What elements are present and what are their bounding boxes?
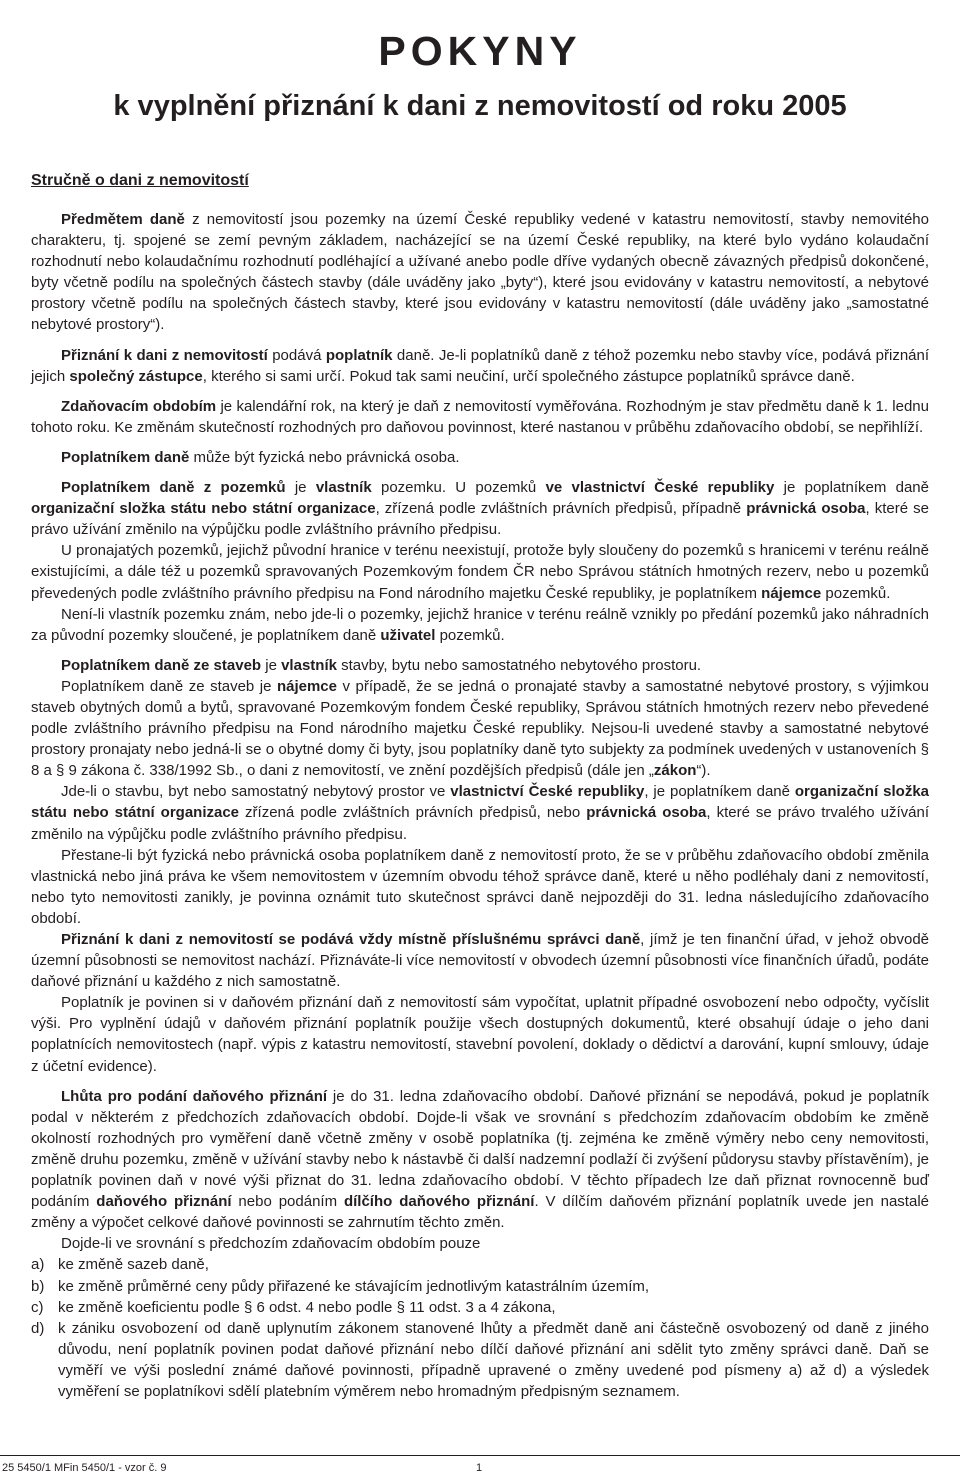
bold-term: daňového přiznání <box>96 1193 232 1211</box>
form-code: 25 5450/1 MFin 5450/1 - vzor č. 9 <box>2 1462 167 1474</box>
paragraph-text: daně. Je-li poplatníků daně z téhož pozemku nebo stavby více, podává přiznání jejich <box>31 346 930 385</box>
document-title: POKYNY <box>378 28 582 74</box>
paragraph-changes-only <box>31 1233 929 1254</box>
bold-term: Předmětem daně <box>61 211 185 228</box>
paragraph-local-office <box>31 929 929 992</box>
changes-list <box>31 1254 929 1402</box>
bold-term: Přiznání k dani z nemovitostí se podává vždy místně příslušnému správci daně <box>61 931 641 948</box>
bold-term: Lhůta pro podání daňového přiznání <box>61 1087 328 1105</box>
page-number: 1 <box>476 1462 483 1474</box>
paragraph-unknown-owner <box>31 604 929 646</box>
paragraph-building-taxpayer <box>31 655 929 676</box>
paragraph-text: pozemků. <box>435 626 505 644</box>
paragraph-text: je <box>261 656 282 674</box>
footer-divider <box>0 1455 960 1456</box>
list-item <box>31 1297 929 1318</box>
paragraph-filing <box>31 345 929 387</box>
paragraph-text: je do 31. ledna zdaňovacího období. Daňové přiznání se nepodává, pokud je poplatník podal v některém z předchozích zdaňovacích období. Dojde-li však ve srovnání s předchozím zdaňovacím obdobím ke změně okolností rozhodných pro vyměření daně včetně změny v osobě poplatníka (tj. zejména ke změně výměry nebo ceny nemovitosti, změně druhu pozemku, změně v užívání stavby nebo k nástavbě či další nadzemní podlaží či zvýšení půdorysu stavby přístavěním), je poplatník povinen daň v nové výši přiznat do 31. ledna zdaňovacího období. V těchto případech lze daň přiznat rovnocenně buď podáním <box>31 1087 929 1211</box>
paragraph-text: v případě, že se jedná o pronajaté stavby a samostatné nebytové prostory, s výjimkou staveb obytných domů a bytů, spravované Pozemkovým fondem České republiky, Správou státních hmotných rezerv nebo převedené podle zvláštního právního předpisu na Fond národního majetku České republiky. Nejsou-li uvedené stavby a samostatné nebytové prostory pronajaty nebo jedná-li se o obytné domy či byty, jsou poplatníky daně tyto subjekty za podmínek uvedených v ustanoveních § 8 a § 9 zákona č. 338/1992 Sb., o dani z nemovitostí, ve znění pozdějších předpisů (dále jen „ <box>31 677 929 780</box>
list-item-text: ke změně sazeb daně, <box>58 1256 209 1274</box>
paragraph-self-assessment <box>31 992 929 1076</box>
bold-term: Poplatníkem daně ze staveb <box>61 656 262 674</box>
paragraph-text: je <box>285 479 316 497</box>
paragraph-state-building <box>31 781 929 844</box>
list-item <box>31 1276 929 1297</box>
section-heading: Stručně o dani z nemovitostí <box>31 172 249 189</box>
bold-term: společný zástupce <box>69 367 203 385</box>
list-item-text: k zániku osvobození od daně uplynutím zákonem stanovené lhůty a předmět daně ani částečně osvobozený od daně z jiného důvodu, není poplatník povinen podat daňové přiznání nebo dílčí daňové přiznání ani sdělit tyto změny správci daně. Daň se vyměří ve výši poslední známé daňové povinnosti, případně upravené o změny uvedené pod písmeny a) až d) a výsledek vyměření se poplatníkovi sdělí platebním výměrem nebo hromadným předpisným seznamem. <box>58 1319 929 1400</box>
paragraph-text: je kalendářní rok, na který je daň z nemovitostí vyměřována. Rozhodným je stav předmětu daně k 1. lednu tohoto roku. Ke změnám skutečností rozhodných pro daňovou povinnost, které nastanou v průběhu zdaňovacího období, se nepřihlíží. <box>31 397 929 436</box>
paragraph-text: je poplatníkem daně <box>774 479 929 497</box>
bold-term: Poplatníkem daně z pozemků <box>61 479 286 497</box>
list-marker: c) <box>31 1298 44 1316</box>
paragraph-text: pozemků. <box>821 584 891 602</box>
paragraph-text: podává <box>267 346 326 364</box>
paragraph-text: Dojde-li ve srovnání s předchozím zdaňovacím obdobím pouze <box>61 1235 481 1253</box>
bold-term: Zdaňovacím obdobím <box>61 397 217 415</box>
paragraph-text: může být fyzická nebo právnická osoba. <box>189 448 460 466</box>
paragraph-text: pozemku. U pozemků <box>371 479 546 497</box>
paragraph-text: Poplatníkem daně ze staveb je <box>61 677 277 695</box>
bold-term: právnická osoba <box>586 804 707 822</box>
bold-term: vlastník <box>315 479 372 497</box>
bold-term: Poplatníkem daně <box>61 448 190 466</box>
paragraph-subject-of-tax <box>31 209 929 336</box>
paragraph-text: , je poplatníkem daně <box>644 783 795 801</box>
bold-term: právnická osoba <box>746 500 866 518</box>
list-marker: a) <box>31 1256 45 1274</box>
paragraph-text: z nemovitostí jsou pozemky na území České republiky vedené v katastru nemovitostí, stavby nemovitého charakteru, tj. spojené se zemí pevným základem, nacházející se na území České republiky, na které bylo vydáno kolaudační rozhodnutí nebo kolaudačnímu rozhodnutí podléhající a užívané anebo podle dříve vydaných obecně závazných předpisů dokončené, byty včetně podílu na společných částech stavby (dále uváděny jako „byty“), které jsou evidovány v katastru nemovitostí, a nebytové prostory včetně podílu na společných částech stavby, které jsou evidovány v katastru nemovitostí (dále uváděny jako „samostatné nebytové prostory“). <box>31 211 929 334</box>
document-subtitle: k vyplnění přiznání k dani z nemovitostí od roku 2005 <box>113 90 847 122</box>
paragraph-text: , kterého si sami určí. Pokud tak sami neučiní, určí společného zástupce poplatníků správce daně. <box>202 367 855 385</box>
bold-term: vlastník <box>281 656 337 674</box>
bold-term: vlastnictví České republiky <box>450 783 645 801</box>
paragraph-land-taxpayer <box>31 477 929 540</box>
paragraph-text: , jímž je ten finanční úřad, v jehož obvodě územní působnosti se nemovitost nachází. Přiznáváte-li více nemovitostí v obvodech územní působnosti více finančních úřadů, podáte daňové přiznání u každého z nich samostatně. <box>31 931 929 991</box>
paragraph-text: Není-li vlastník pozemku znám, nebo jde-li o pozemky, jejichž hranice v terénu reálně vznikly po předání pozemků jako náhradních za původní pozemky sloučené, je poplatníkem daně <box>31 605 929 644</box>
list-item-text: ke změně koeficientu podle § 6 odst. 4 nebo podle § 11 odst. 3 a 4 zákona, <box>58 1298 556 1316</box>
paragraph-text: Jde-li o stavbu, byt nebo samostatný nebytový prostor ve <box>61 783 451 801</box>
bold-term: Přiznání k dani z nemovitostí <box>61 346 268 364</box>
paragraph-text: nebo podáním <box>231 1193 344 1211</box>
list-item <box>31 1254 929 1275</box>
paragraph-leased-land <box>31 540 929 603</box>
bold-term: organizační složka státu nebo státní organizace <box>31 500 376 518</box>
bold-term: dílčího daňového přiznání <box>343 1193 535 1211</box>
bold-term: organizační složka státu nebo státní organizace <box>31 783 929 822</box>
list-item <box>31 1318 929 1402</box>
bold-term: ve vlastnictví České republiky <box>545 479 775 497</box>
bold-term: nájemce <box>276 677 337 695</box>
bold-term: uživatel <box>380 626 436 644</box>
paragraph-cease-taxpayer <box>31 845 929 929</box>
instructions-body <box>31 209 929 1402</box>
paragraph-text: stavby, bytu nebo samostatného nebytového prostoru. <box>336 656 702 674</box>
paragraph-deadline <box>31 1086 929 1234</box>
paragraph-text: Poplatník je povinen si v daňovém přiznání daň z nemovitostí sám vypočítat, uplatnit případné osvobození nebo odpočty, vyčíslit výši. Pro vyplnění údajů v daňovém přiznání poplatník použije všech dostupných dokumentů, které obsahují údaje o jeho dani poplatnících nemovitostech (např. výpis z katastru nemovitostí, stavební povolení, doklady o dědictví a darování, kupní smlouvy, údaje z účetní evidence). <box>31 994 929 1075</box>
list-marker: b) <box>31 1277 45 1295</box>
paragraph-text: zřízená podle zvláštních právních předpisů, nebo <box>239 804 587 822</box>
paragraph-text: , zřízená podle zvláštních právních předpisů, případně <box>375 500 747 518</box>
paragraph-text: Přestane-li být fyzická nebo právnická osoba poplatníkem daně z nemovitostí proto, že se v průběhu zdaňovacího období změnila vlastnická nebo jiná práva ke všem nemovitostem v územním obvodu téhož správce daně, které u něho podléhaly dani z nemovitostí, nebo tyto nemovitosti zanikly, je povinna oznámit tuto skutečnost správci daně nejpozději do 31. ledna následujícího zdaňovacího období. <box>31 846 929 927</box>
paragraph-text: , které se právo užívání změnilo na výpůjčku podle zvláštního právního předpisu. <box>31 500 929 539</box>
paragraph-taxpayer <box>31 447 929 468</box>
bold-term: poplatník <box>325 346 393 364</box>
paragraph-building-tenant <box>31 676 929 781</box>
paragraph-text: “). <box>696 762 711 780</box>
paragraph-tax-period <box>31 396 929 438</box>
bold-term: nájemce <box>761 584 822 602</box>
paragraph-text: U pronajatých pozemků, jejichž původní hranice v terénu neexistují, protože byly sloučeny do pozemků s hranicemi v terénu reálně existujícími, a dále též u pozemků spravovaných Pozemkovým fondem ČR nebo Správou státních hmotných rezerv, nebo u pozemků převedených podle zvláštního právního předpisu na Fond národního majetku České republiky, je poplatníkem <box>31 542 929 602</box>
list-item-text: ke změně průměrné ceny půdy přiřazené ke stávajícím jednotlivým katastrálním územím, <box>58 1277 650 1295</box>
bold-term: zákon <box>653 762 697 780</box>
paragraph-text: . V dílčím daňovém přiznání poplatník uvede jen nastalé změny a výpočet celkové daňové povinnosti se zahrnutím těchto změn. <box>31 1193 929 1232</box>
list-marker: d) <box>31 1319 45 1337</box>
paragraph-text: , které se právo trvalého užívání změnilo na výpůjčku podle zvláštního právního předpisu. <box>31 804 929 843</box>
